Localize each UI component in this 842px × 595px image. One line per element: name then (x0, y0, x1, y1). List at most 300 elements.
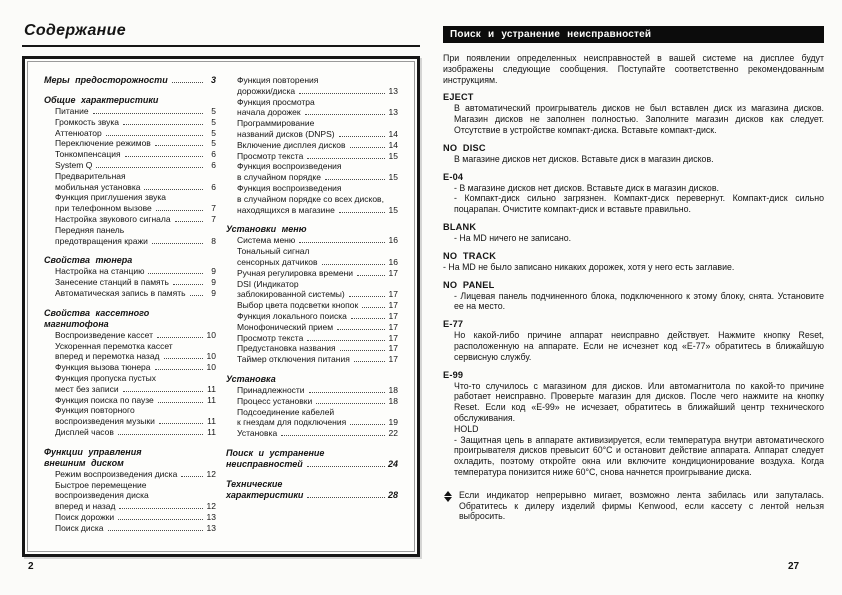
toc-item (226, 396, 398, 407)
toc-entry-line: Функция повторного (55, 405, 135, 416)
troubleshooting-page (443, 26, 824, 522)
toc-item (44, 138, 216, 149)
toc-item (226, 300, 398, 311)
dot-leader (305, 114, 385, 115)
trouble-section (443, 172, 824, 215)
trouble-section (443, 222, 824, 244)
toc-entry-line: Быстрое перемещение (55, 479, 147, 490)
toc-entry-page: 7 (211, 213, 216, 224)
toc-entry-label: воспроизведения музыки (55, 416, 155, 427)
toc-entry-line: Функция воспроизведения (237, 161, 342, 172)
toc-entry-page: 17 (388, 343, 398, 354)
toc-entry (55, 395, 216, 406)
toc-entry-page: 9 (211, 266, 216, 277)
toc-entry (237, 396, 398, 407)
toc-entry-label: Поиск диска (55, 522, 104, 533)
trouble-code: E-04 (443, 171, 464, 182)
toc-entry (55, 427, 216, 438)
toc-entry-label: предотвращения кражи (55, 235, 148, 246)
toc-entry-line: Функция пропуска пустых (55, 372, 157, 383)
toc-entry-page: 6 (211, 181, 216, 192)
toc-item (226, 407, 398, 429)
dot-leader (307, 466, 385, 467)
toc-entry (55, 351, 216, 362)
toc-entry (55, 182, 216, 193)
dot-leader (299, 93, 385, 94)
toc-entry-page: 11 (207, 416, 216, 427)
dot-leader (175, 221, 203, 222)
service-note (443, 490, 824, 522)
toc-entry (55, 149, 216, 160)
toc-entry-line: Тональный сигнал (237, 246, 310, 257)
toc-item (44, 106, 216, 117)
intro-paragraph: При появлении определенных неисправностей в вашей системе на дисплее будут изображены следующие сообщения. Поступайте соответственно рекомендованным инструкциям. (443, 53, 824, 85)
toc-entry-label: характеристики (226, 489, 304, 500)
toc-entry (237, 205, 398, 216)
dot-leader (354, 361, 385, 362)
toc-entry-line: Подсоединение кабелей (237, 406, 335, 417)
toc-entry-label: Система меню (237, 235, 296, 246)
toc-entry-line: Функция приглушения звука (55, 192, 166, 203)
toc-entry-page: 12 (206, 468, 216, 479)
toc-entry-page: 15 (388, 172, 398, 183)
toc-section-heading: Функции управления (44, 446, 142, 457)
toc-entry-page: 8 (211, 235, 216, 246)
toc-entry (237, 343, 398, 354)
toc-entry-label: Ручная регулировка времени (237, 267, 354, 278)
toc-box (22, 56, 420, 557)
dot-leader (108, 530, 203, 531)
toc-entry (55, 214, 216, 225)
toc-entry-page: 17 (388, 289, 398, 300)
toc-entry-page: 17 (388, 300, 398, 311)
trouble-section (443, 143, 824, 165)
trouble-sections (443, 92, 824, 477)
toc-entry (55, 288, 216, 299)
dot-leader (362, 307, 385, 308)
toc-entry-label: Автоматическая запись в память (55, 287, 186, 298)
toc-item (226, 311, 398, 322)
toc-entry-label: мест без записи (55, 383, 119, 394)
toc-entry-label: Предустановка названия (237, 343, 336, 354)
toc-entry-label: Воспроизведение кассет (55, 329, 153, 340)
dot-leader (309, 392, 385, 393)
toc-entry (237, 107, 398, 118)
dot-leader (350, 147, 385, 148)
dot-leader (159, 423, 203, 424)
toc-entry-page: 18 (388, 384, 398, 395)
toc-entry (55, 236, 216, 247)
toc-section (44, 95, 216, 246)
dot-leader (125, 156, 203, 157)
toc-item (44, 277, 216, 288)
toc-item (44, 480, 216, 512)
toc-entry-label: Включение дисплея дисков (237, 139, 346, 150)
toc-item (44, 160, 216, 171)
toc-entry-label: мобильная установка (55, 181, 141, 192)
dot-leader (190, 295, 203, 296)
toc-item (44, 192, 216, 214)
dot-leader (123, 124, 203, 125)
dot-leader (316, 403, 385, 404)
toc-entry-label: Выбор цвета подсветки кнопок (237, 300, 359, 311)
toc-section-heading: Технические (226, 478, 283, 489)
toc-entry-page: 19 (388, 417, 398, 428)
toc-heading-entry (44, 75, 216, 86)
toc-item (226, 183, 398, 215)
toc-item (44, 128, 216, 139)
toc-box-inner (27, 61, 415, 552)
toc-entry-label: Просмотр текста (237, 150, 304, 161)
toc-entry-label: Громкость звука (55, 116, 120, 127)
toc-entry-label: Таймер отключения питания (237, 354, 350, 365)
toc-entry-label: Функция локального поиска (237, 310, 347, 321)
toc-entry-page: 10 (206, 329, 216, 340)
toc-item (44, 405, 216, 427)
toc-entry (55, 501, 216, 512)
dot-leader (155, 369, 203, 370)
toc-item (226, 322, 398, 333)
toc-section (44, 75, 216, 86)
triangle-down (444, 497, 452, 502)
trouble-paragraph: Но какой-либо причине аппарат неисправно действует. Нажмите кнопку Reset, расположенную на аппарате. Если не исчезнет код «Е-77» обратитесь в ближайшую сервисную службу. (454, 330, 824, 362)
toc-entry-label: вперед и перемотка назад (55, 351, 160, 362)
toc-entry (55, 106, 216, 117)
toc-entry-label: Режим воспроизведения диска (55, 468, 178, 479)
toc-entry-line: Функция просмотра (237, 96, 315, 107)
dot-leader (307, 340, 385, 341)
toc-entry-page: 6 (211, 159, 216, 170)
dot-leader (123, 391, 203, 392)
dot-leader (339, 136, 385, 137)
toc-section-heading: Установки меню (226, 224, 307, 235)
toc-entry (237, 333, 398, 344)
dot-leader (157, 337, 203, 338)
toc-item (44, 469, 216, 480)
toc-entry (237, 311, 398, 322)
toc-entry-page: 15 (388, 204, 398, 215)
dot-leader (337, 329, 385, 330)
toc-entry-page: 6 (211, 149, 216, 160)
toc-entry-line: Передняя панель (55, 224, 125, 235)
dot-leader (322, 264, 385, 265)
title-rule (22, 45, 420, 47)
toc-entry-label: заблокированной системы) (237, 289, 345, 300)
dot-leader (350, 424, 385, 425)
dot-leader (351, 318, 385, 319)
dot-leader (156, 210, 203, 211)
toc-item (44, 427, 216, 438)
toc-entry (237, 129, 398, 140)
toc-item (226, 140, 398, 151)
page-number-right: 27 (788, 561, 800, 572)
toc-entry-label: Занесение станций в память (55, 277, 169, 288)
toc-entry (237, 151, 398, 162)
toc-entry (237, 257, 398, 268)
dot-leader (144, 189, 203, 190)
toc-item (226, 161, 398, 183)
toc-entry-label: Функция вызова тюнера (55, 362, 151, 373)
toc-entry-label: названий дисков (DNPS) (237, 128, 335, 139)
toc-entry-label: дорожки/диска (237, 85, 296, 96)
toc-entry (55, 160, 216, 171)
trouble-code: BLANK (443, 221, 477, 232)
toc-item (44, 214, 216, 225)
toc-heading-entry (226, 459, 398, 470)
toc-entry-page: 5 (211, 138, 216, 149)
dot-leader (173, 284, 203, 285)
toc-entry-label: Питание (55, 106, 89, 116)
toc-item (44, 117, 216, 128)
toc-entry-page: 17 (388, 354, 398, 365)
trouble-paragraph: - В магазине дисков нет дисков. Вставьте диск в магазин дисков. (454, 182, 719, 193)
toc-entry-page: 14 (388, 128, 398, 139)
toc-entry-page: 9 (211, 287, 216, 298)
toc-entry (55, 384, 216, 395)
toc-entry-page: 13 (388, 85, 398, 96)
tape-direction-icon (443, 491, 452, 522)
dot-leader (357, 275, 385, 276)
dot-leader (155, 145, 203, 146)
toc-item (44, 341, 216, 363)
toc-entry-page: 7 (211, 203, 216, 214)
dot-leader (349, 296, 385, 297)
toc-entry-label: Переключение режимов (55, 138, 151, 149)
toc-entry (55, 128, 216, 139)
trouble-paragraph: - На MD не было записано никаких дорожек, хотя у него есть заглавие. (443, 261, 735, 272)
trouble-paragraph: HOLD (454, 423, 479, 434)
toc-entry-line: DSI (Индикатор (237, 278, 299, 289)
toc-item (44, 512, 216, 523)
trouble-code: NO DISC (443, 142, 486, 153)
trouble-paragraph: В автоматический проигрыватель дисков не был вставлен диск из магазина дисков. Магазин дисков не заполнен полностью. Заполните магазин дисков как следует. Отсутствие в устройстве компакт-диска. Вставьте компакт-диск. (454, 103, 824, 135)
toc-item (226, 354, 398, 365)
dot-leader (307, 497, 385, 498)
toc-section (226, 75, 398, 215)
toc-section (226, 448, 398, 470)
toc-item (44, 149, 216, 160)
toc-heading-entry (226, 490, 398, 501)
toc-entry-label: Принадлежности (237, 384, 305, 395)
toc-section (44, 255, 216, 298)
toc-entry-label: Просмотр текста (237, 332, 304, 343)
dot-leader (340, 350, 385, 351)
toc-entry-line: воспроизведения диска (55, 490, 149, 501)
dot-leader (307, 158, 385, 159)
toc-item (226, 333, 398, 344)
trouble-code: EJECT (443, 92, 474, 103)
toc-entry-label: Настройка на станцию (55, 266, 145, 277)
toc-entry (55, 117, 216, 128)
toc-entry-page: 15 (388, 150, 398, 161)
toc-entry-page: 10 (206, 351, 216, 362)
toc-section-heading: Свойства кассетного магнитофона (44, 307, 150, 329)
toc-column-right (226, 75, 408, 545)
triangle-up (444, 491, 452, 496)
toc-entry-label: Дисплей часов (55, 426, 114, 437)
toc-section (226, 224, 398, 365)
toc-entry-label: Аттенюатор (55, 127, 102, 138)
toc-entry (237, 417, 398, 428)
toc-section (44, 308, 216, 438)
toc-entry (55, 266, 216, 277)
dot-leader (152, 243, 203, 244)
dot-leader (119, 508, 203, 509)
toc-entry-page: 24 (387, 458, 398, 469)
dot-leader (96, 167, 203, 168)
toc-entry (237, 268, 398, 279)
toc-entry (237, 300, 398, 311)
toc-item (44, 373, 216, 395)
toc-entry (55, 523, 216, 534)
dot-leader (106, 135, 203, 136)
toc-entry (237, 140, 398, 151)
toc-entry-label: начала дорожек (237, 107, 301, 118)
toc-entry-page: 3 (210, 75, 216, 85)
toc-entry-label: сенсорных датчиков (237, 256, 318, 267)
toc-entry-page: 5 (211, 127, 216, 138)
toc-entry-label: Меры предосторожности (44, 75, 168, 85)
toc-item (226, 279, 398, 301)
trouble-paragraph: - Компакт-диск сильно загрязнен. Компакт-диск перевернут. Компакт-диск сильно поцарапан. Очистите компакт-диск и вставьте правильно. (454, 193, 824, 215)
toc-entry-label: в случайном порядке (237, 172, 321, 183)
toc-entry-page: 13 (388, 107, 398, 118)
toc-entry-line: Предварительная (55, 170, 126, 181)
toc-entry-label: Установка (237, 428, 278, 439)
toc-entry (237, 322, 398, 333)
trouble-code: E-77 (443, 319, 464, 330)
toc-item (226, 97, 398, 119)
toc-section-heading: Установка (226, 373, 276, 384)
toc-item (226, 151, 398, 162)
toc-item (44, 395, 216, 406)
toc-entry-page: 9 (211, 277, 216, 288)
toc-entry-page: 5 (211, 116, 216, 127)
toc-item (226, 118, 398, 140)
toc-entry (237, 172, 398, 183)
toc-entry (237, 86, 398, 97)
toc-entry-label: Тонкомпенсация (55, 149, 121, 160)
toc-item (44, 266, 216, 277)
toc-entry-page: 17 (388, 321, 398, 332)
toc-section (226, 479, 398, 501)
toc-entry-page: 12 (206, 501, 216, 512)
toc-entry (55, 330, 216, 341)
dot-leader (339, 212, 385, 213)
toc-entry-page: 17 (388, 332, 398, 343)
trouble-section (443, 251, 824, 273)
toc-item (44, 171, 216, 193)
toc-item (226, 235, 398, 246)
dot-leader (164, 358, 203, 359)
contents-page (22, 22, 420, 557)
toc-entry-line: Программирование (237, 118, 315, 129)
trouble-paragraph: Что-то случилось с магазином для дисков. Или автомагнитола по какой-то причине работает неисправно. Проверьте магазин для дисков. После чего нажмите на кнопку Reset. Если код «Е-99» не исчезает, обратитесь в ближайший центр технического обслуживания. (454, 380, 824, 423)
toc-entry-label: Поиск дорожки (55, 511, 115, 522)
service-note-text: Если индикатор непрерывно мигает, возможно лента забилась или запуталась. Обратитесь к дилеру изделий фирмы Kenwood, если кассету с лентой нельзя выбросить. (459, 489, 824, 522)
toc-entry-label: Функция поиска по паузе (55, 394, 154, 405)
toc-entry-page: 14 (388, 139, 398, 150)
toc-entry-label: Настройка звукового сигнала (55, 213, 171, 224)
toc-entry-page: 10 (206, 362, 216, 373)
toc-entry-page: 13 (206, 522, 216, 533)
dot-leader (325, 179, 385, 180)
trouble-section (443, 319, 824, 362)
trouble-paragraph: - Лицевая панель подчиненного блока, подключенного к этому блоку, снята. Установите ее на место. (454, 290, 824, 312)
toc-entry (237, 235, 398, 246)
section-header-bar: Поиск и устранение неисправностей (443, 26, 824, 43)
dot-leader (118, 519, 203, 520)
toc-entry-page: 11 (207, 394, 216, 405)
toc-entry (55, 469, 216, 480)
toc-entry (55, 362, 216, 373)
toc-entry-page: 17 (388, 310, 398, 321)
toc-entry (55, 277, 216, 288)
toc-entry (55, 416, 216, 427)
toc-section-heading: Свойства тюнера (44, 255, 133, 266)
dot-leader (281, 435, 385, 436)
toc-entry-page: 22 (388, 428, 398, 439)
toc-entry-label: к гнездам для подключения (237, 417, 347, 428)
dot-leader (148, 273, 203, 274)
trouble-code: E-99 (443, 369, 464, 380)
toc-section (226, 374, 398, 439)
trouble-section (443, 280, 824, 313)
toc-section-heading: Поиск и устранение (226, 447, 325, 458)
toc-entry-line: Функция воспроизведения (237, 182, 342, 193)
toc-section-heading: внешним диском (44, 457, 124, 468)
toc-section (44, 447, 216, 534)
toc-entry (55, 203, 216, 214)
toc-entry-page: 13 (206, 511, 216, 522)
toc-entry-page: 11 (207, 426, 216, 437)
toc-entry (237, 289, 398, 300)
trouble-paragraph: - Защитная цепь в аппарате активизируется, если температура внутри автоматического проигрывателя дисков превысит 60°C и остановит действие аппарата. Аппарат следует охладить, поэтому откройте окна или включите кондиционирование воздуха. Когда температура понизится ниже 60°C, снова начнется проигрывание диска. (454, 434, 824, 477)
toc-entry-line: Ускоренная перемотка кассет (55, 340, 173, 351)
toc-entry-line: в случайном порядке со всех дисков, (237, 193, 384, 204)
toc-entry (237, 385, 398, 396)
toc-entry-page: 16 (388, 235, 398, 246)
toc-entry-label: вперед и назад (55, 501, 116, 512)
toc-item (226, 268, 398, 279)
trouble-code: NO TRACK (443, 250, 497, 261)
toc-item (226, 75, 398, 97)
toc-section-heading: Общие характеристики (44, 95, 159, 105)
toc-entry-page: 5 (211, 106, 216, 116)
toc-entry-label: Процесс установки (237, 395, 313, 406)
dot-leader (158, 402, 203, 403)
trouble-paragraph: - На MD ничего не записано. (454, 232, 572, 243)
toc-entry-page: 18 (388, 395, 398, 406)
toc-column-left (44, 75, 226, 545)
toc-item (226, 246, 398, 268)
toc-item (226, 428, 398, 439)
toc-entry-page: 16 (388, 256, 398, 267)
toc-entry (237, 428, 398, 439)
toc-entry (237, 354, 398, 365)
toc-item (44, 330, 216, 341)
dot-leader (299, 242, 385, 243)
dot-leader (93, 113, 203, 114)
dot-leader (118, 434, 203, 435)
dot-leader (172, 82, 203, 83)
toc-entry-page: 11 (207, 383, 216, 394)
trouble-code: NO PANEL (443, 279, 495, 290)
toc-item (226, 343, 398, 354)
toc-item (44, 225, 216, 247)
toc-item (226, 385, 398, 396)
trouble-section (443, 370, 824, 478)
